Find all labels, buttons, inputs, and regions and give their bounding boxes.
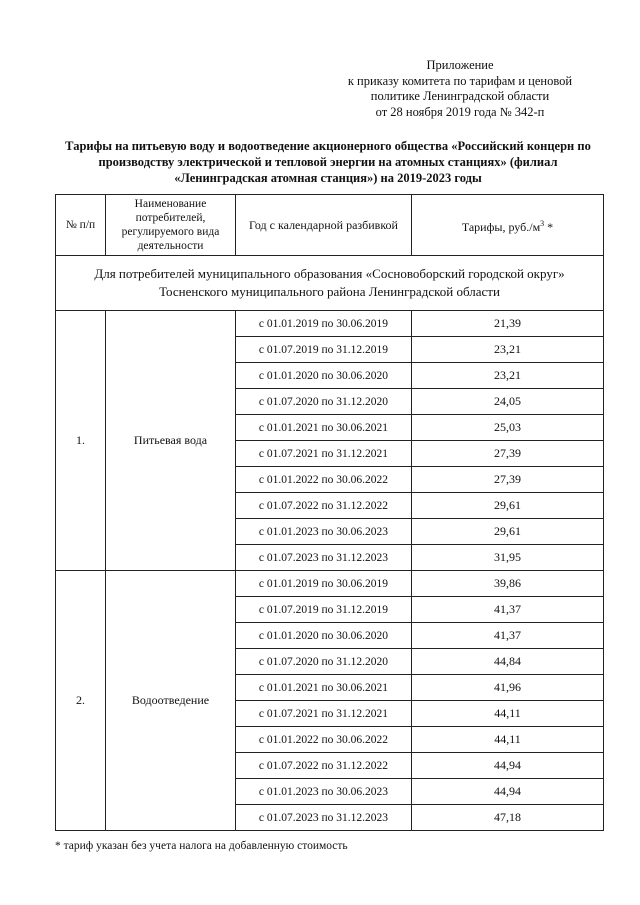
- tariff-cell: 27,39: [412, 467, 604, 493]
- tariff-cell: 29,61: [412, 519, 604, 545]
- appendix-line: Приложение: [426, 58, 494, 72]
- period-cell: с 01.07.2022 по 31.12.2022: [236, 753, 412, 779]
- appendix-header: [330, 58, 590, 120]
- header-tariff-sup: 3: [540, 218, 545, 228]
- category-number: 1.: [56, 311, 106, 571]
- period-cell: с 01.07.2020 по 31.12.2020: [236, 649, 412, 675]
- period-cell: с 01.01.2022 по 30.06.2022: [236, 467, 412, 493]
- tariff-cell: 27,39: [412, 441, 604, 467]
- tariff-cell: 44,11: [412, 701, 604, 727]
- table-row: [56, 311, 604, 337]
- category-name: Водоотведение: [106, 571, 236, 831]
- tariff-cell: 41,96: [412, 675, 604, 701]
- table-row: [56, 571, 604, 597]
- header-tariff-prefix: Тарифы, руб./м: [461, 219, 541, 234]
- region-cell: [56, 256, 604, 311]
- header-name: Наименование потребителей, регулируемого вида деятельности: [106, 195, 236, 256]
- tariff-cell: 21,39: [412, 311, 604, 337]
- tariff-cell: 41,37: [412, 597, 604, 623]
- period-cell: с 01.01.2023 по 30.06.2023: [236, 779, 412, 805]
- period-cell: с 01.07.2023 по 31.12.2023: [236, 545, 412, 571]
- region-line: Для потребителей муниципального образования «Сосновоборский городской округ»: [94, 266, 565, 281]
- tariff-cell: 31,95: [412, 545, 604, 571]
- tariff-cell: 23,21: [412, 363, 604, 389]
- header-period: Год с календарной разбивкой: [236, 195, 412, 256]
- tariff-cell: 47,18: [412, 805, 604, 831]
- period-cell: с 01.07.2019 по 31.12.2019: [236, 337, 412, 363]
- tariff-cell: 44,84: [412, 649, 604, 675]
- title-line: производству электрической и тепловой энергии на атомных станциях» (филиал: [98, 155, 558, 169]
- tariff-cell: 44,94: [412, 753, 604, 779]
- period-cell: с 01.01.2020 по 30.06.2020: [236, 363, 412, 389]
- period-cell: с 01.01.2019 по 30.06.2019: [236, 311, 412, 337]
- header-num: № п/п: [56, 195, 106, 256]
- period-cell: с 01.07.2021 по 31.12.2021: [236, 441, 412, 467]
- period-cell: с 01.07.2019 по 31.12.2019: [236, 597, 412, 623]
- document-title: [48, 138, 608, 186]
- period-cell: с 01.01.2022 по 30.06.2022: [236, 727, 412, 753]
- tariffs-table: [55, 194, 604, 831]
- region-row: [56, 256, 604, 311]
- title-line: Тарифы на питьевую воду и водоотведение акционерного общества «Российский концерн по: [65, 139, 591, 153]
- period-cell: с 01.01.2021 по 30.06.2021: [236, 675, 412, 701]
- tariff-cell: 23,21: [412, 337, 604, 363]
- tariff-cell: 44,11: [412, 727, 604, 753]
- header-tariff: [412, 195, 604, 256]
- period-cell: с 01.07.2022 по 31.12.2022: [236, 493, 412, 519]
- appendix-line: к приказу комитета по тарифам и ценовой: [347, 73, 573, 88]
- tariff-cell: 41,37: [412, 623, 604, 649]
- tariff-cell: 39,86: [412, 571, 604, 597]
- period-cell: с 01.01.2021 по 30.06.2021: [236, 415, 412, 441]
- period-cell: с 01.07.2020 по 31.12.2020: [236, 389, 412, 415]
- tariff-cell: 44,94: [412, 779, 604, 805]
- tariff-cell: 25,03: [412, 415, 604, 441]
- category-number: 2.: [56, 571, 106, 831]
- tariff-cell: 29,61: [412, 493, 604, 519]
- period-cell: с 01.01.2020 по 30.06.2020: [236, 623, 412, 649]
- appendix-line: от 28 ноября 2019 года № 342-п: [375, 104, 545, 119]
- header-tariff-suffix: *: [544, 219, 554, 234]
- tariff-cell: 24,05: [412, 389, 604, 415]
- category-name: Питьевая вода: [106, 311, 236, 571]
- header-row: [56, 195, 604, 256]
- title-line: «Ленинградская атомная станция») на 2019-2023 годы: [174, 171, 482, 185]
- period-cell: с 01.07.2023 по 31.12.2023: [236, 805, 412, 831]
- footnote: * тариф указан без учета налога на добавленную стоимость: [55, 840, 348, 852]
- period-cell: с 01.07.2021 по 31.12.2021: [236, 701, 412, 727]
- period-cell: с 01.01.2019 по 30.06.2019: [236, 571, 412, 597]
- region-line: Тосненского муниципального района Ленинградской области: [159, 284, 500, 299]
- period-cell: с 01.01.2023 по 30.06.2023: [236, 519, 412, 545]
- appendix-line: политике Ленинградской области: [370, 89, 550, 103]
